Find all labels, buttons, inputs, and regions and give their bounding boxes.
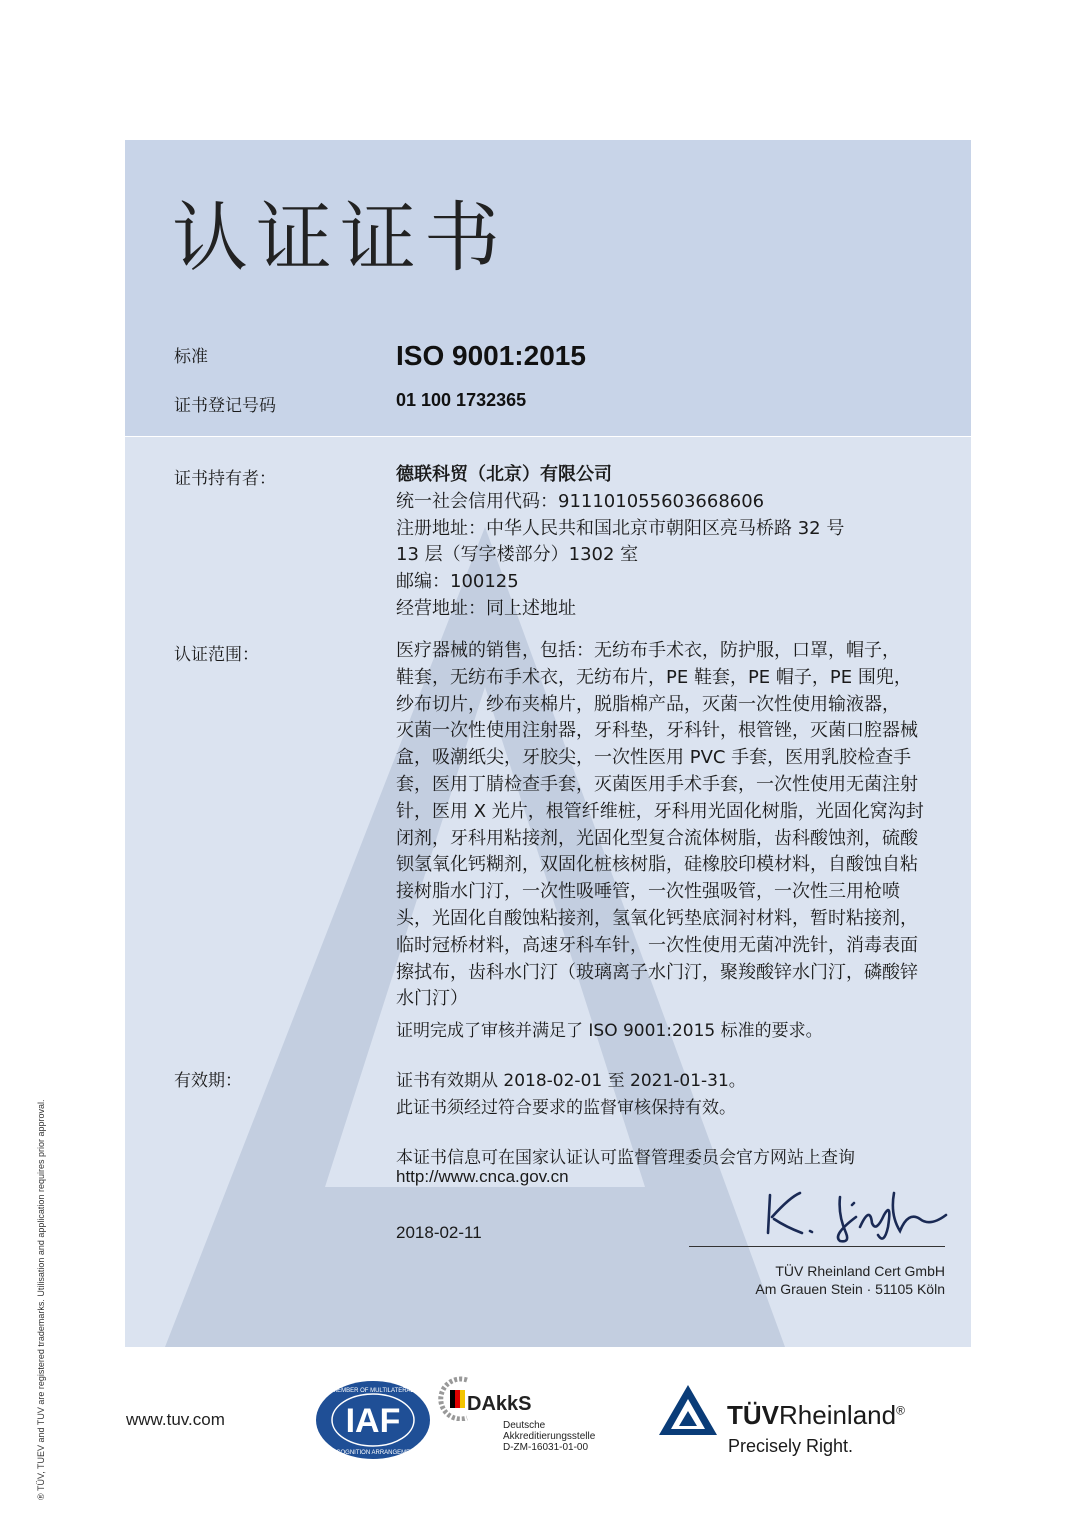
iaf-text: IAF: [345, 1402, 401, 1440]
validity-note: 此证书须经过符合要求的监督审核保持有效。: [396, 1098, 736, 1118]
scope-line: 针，医用 X 光片，根管纤维桩，牙科用光固化树脂，光固化窝沟封: [396, 800, 924, 822]
credit-code: 统一社会信用代码：911101055603668606: [396, 490, 765, 512]
scope-line: 水门汀）: [396, 988, 468, 1010]
scope-line: 钡氢氧化钙糊剂，双固化桩核树脂，硅橡胶印模材料，自酸蚀自粘: [396, 854, 918, 876]
iaf-ring-top: MEMBER OF MULTILATERAL: [332, 1388, 414, 1394]
query-url[interactable]: http://www.cnca.gov.cn: [396, 1167, 569, 1186]
query-text: 本证书信息可在国家认证认可监督管理委员会官方网站上查询: [396, 1148, 855, 1168]
scope-line: 医疗器械的销售，包括：无纺布手术衣，防护服，口罩，帽子，: [396, 640, 900, 661]
scope-line: 头，光固化自酸蚀粘接剂，氢氧化钙垫底洞衬材料，暂时粘接剂，: [396, 907, 918, 929]
standard-value: ISO 9001:2015: [396, 340, 586, 371]
dakks-caption: [503, 1420, 595, 1453]
holder-name: 德联科贸（北京）有限公司: [396, 464, 612, 485]
scope-line: 灭菌一次性使用注射器，牙科垫，牙科针，根管锉，灭菌口腔器械: [396, 720, 918, 742]
registration-label: 证书登记号码: [174, 396, 276, 416]
iaf-logo-icon: [313, 1378, 433, 1462]
tuv-slogan: Precisely Right.: [728, 1436, 854, 1456]
issuer-name: TÜV Rheinland Cert GmbH: [775, 1263, 945, 1279]
postcode: 邮编：100125: [396, 571, 519, 593]
tuv-brand: [727, 1400, 905, 1431]
tuv-triangle-icon: [657, 1383, 719, 1437]
scope-line: 闭剂，牙科用粘接剂，光固化型复合流体树脂，齿科酸蚀剂，硫酸: [396, 827, 918, 849]
tuv-reg-mark: ®: [896, 1403, 905, 1418]
scope-line: 接树脂水门汀，一次性吸唾管，一次性强吸管，一次性三用枪喷: [396, 881, 900, 903]
tuv-brand-rest: Rheinland: [779, 1400, 897, 1430]
registration-number: 01 100 1732365: [396, 390, 527, 410]
issuer-address: Am Grauen Stein · 51105 Köln: [755, 1281, 945, 1297]
dakks-sub2: Akkreditierungsstelle: [503, 1431, 596, 1442]
business-address: 经营地址：同上述地址: [396, 597, 576, 619]
certificate-title: 认证证书: [172, 193, 508, 282]
scope-label: 认证范围：: [174, 645, 259, 665]
holder-label: 证书持有者：: [174, 469, 276, 489]
tuv-brand-bold: TÜV: [727, 1400, 779, 1430]
footer-website[interactable]: www.tuv.com: [126, 1410, 225, 1429]
issuer-block: [700, 1262, 945, 1298]
signature-line: [689, 1246, 945, 1247]
scope-line: 纱布切片，纱布夹棉片，脱脂棉产品，灭菌一次性使用输液器，: [396, 693, 900, 715]
scope-line: 擦拭布，齿科水门汀（玻璃离子水门汀，聚羧酸锌水门汀，磷酸锌: [396, 961, 918, 983]
scope-text: [396, 638, 966, 1013]
validity-label: 有效期：: [174, 1071, 242, 1091]
standard-label: 标准: [174, 347, 208, 367]
scope-line: 套，医用丁腈检查手套，灭菌医用手术手套，一次性使用无菌注射: [396, 773, 918, 795]
dakks-code: D-ZM-16031-01-00: [503, 1442, 589, 1453]
audit-statement: 证明完成了审核并满足了 ISO 9001:2015 标准的要求。: [396, 1021, 823, 1041]
dakks-logo-icon: [433, 1376, 563, 1421]
dakks-sub1: Deutsche: [503, 1420, 546, 1431]
trademark-note: ® TÜV, TUEV and TUV are registered trademarks. Utilisation and application requires prior approval.: [36, 1099, 46, 1500]
holder-block: [396, 462, 966, 623]
issue-date: 2018-02-11: [396, 1223, 482, 1242]
address-line1: 注册地址：中华人民共和国北京市朝阳区亮马桥路 32 号: [396, 517, 845, 539]
scope-line: 鞋套，无纺布手术衣，无纺布片，PE 鞋套，PE 帽子，PE 围兜，: [396, 666, 912, 688]
validity-period: 证书有效期从 2018-02-01 至 2021-01-31。: [396, 1071, 746, 1091]
address-line2: 13 层（写字楼部分）1302 室: [396, 544, 639, 566]
signature-image: [760, 1175, 950, 1245]
dakks-name: DAkkS: [467, 1393, 532, 1415]
scope-line: 盒，吸潮纸尖，牙胶尖，一次性医用 PVC 手套，医用乳胶检查手: [396, 747, 912, 769]
iaf-ring-bottom: RECOGNITION ARRANGEMENT: [327, 1450, 419, 1456]
scope-line: 临时冠桥材料，高速牙科车针，一次性使用无菌冲洗针，消毒表面: [396, 934, 918, 956]
